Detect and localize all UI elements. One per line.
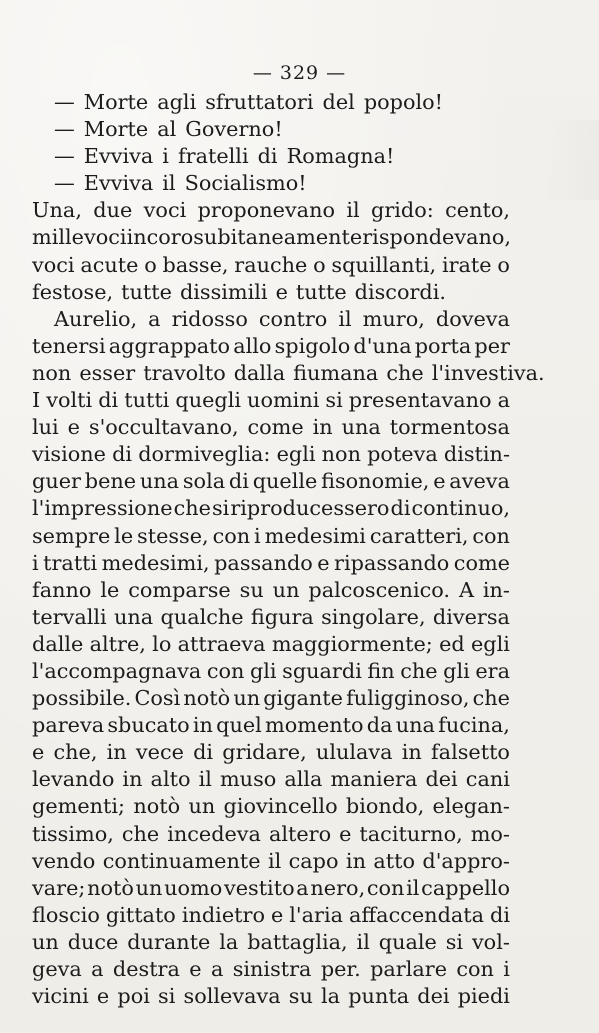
page-number: — 329 — — [252, 62, 347, 84]
word: indietro — [181, 902, 265, 927]
word: poi — [117, 984, 150, 1009]
word: si — [325, 388, 343, 413]
word: le — [114, 523, 134, 548]
word: muso — [219, 767, 277, 792]
word: — — [54, 171, 75, 196]
word: fin — [367, 658, 395, 683]
text-line — [32, 143, 510, 170]
word: con — [366, 875, 405, 900]
text-line — [32, 116, 510, 143]
word: tutte — [121, 279, 172, 304]
word: porta — [414, 333, 472, 358]
word: che — [400, 658, 438, 683]
word: rauche — [234, 252, 308, 277]
word: sfruttatori — [205, 90, 314, 114]
text-line — [32, 89, 510, 116]
word: un — [188, 794, 216, 819]
word: si — [445, 929, 464, 954]
word: volti — [46, 388, 93, 413]
word: mo- — [470, 821, 510, 846]
word: destra — [112, 957, 180, 981]
word: gli — [249, 658, 277, 683]
word: voci — [143, 198, 187, 223]
text-line — [32, 252, 510, 279]
word: comparse — [128, 577, 231, 602]
word: durante — [127, 929, 211, 954]
word: la — [321, 984, 341, 1009]
word: Evviva — [83, 171, 154, 196]
word: momento — [265, 713, 364, 738]
word: a — [91, 957, 104, 981]
word: vicini — [32, 984, 89, 1009]
word: d'appro- — [422, 848, 510, 873]
word: in — [106, 740, 127, 765]
word: biondo, — [345, 794, 425, 819]
word: di — [98, 388, 119, 413]
word: l'accompagnava — [32, 658, 202, 683]
word: notò — [183, 686, 231, 711]
word: aveva — [449, 469, 510, 494]
word: duce — [67, 929, 119, 954]
word: tenersi — [32, 333, 106, 358]
word: il — [338, 306, 352, 331]
text-line — [32, 333, 510, 360]
word: squillanti, — [331, 252, 437, 277]
word: dei — [425, 767, 458, 792]
word: alto — [150, 767, 191, 792]
word: levando — [32, 767, 115, 792]
word: Governo! — [185, 117, 283, 142]
word: che — [121, 821, 160, 846]
word: doveva — [435, 306, 510, 331]
word: dalla — [233, 360, 286, 385]
word: incedeva — [167, 821, 261, 846]
word: Una, — [32, 198, 82, 223]
word: irate — [441, 252, 492, 277]
word: maggiormente; — [271, 631, 433, 656]
word: tormentosa — [389, 415, 510, 440]
word: cento, — [445, 198, 510, 223]
word: diversa — [432, 604, 510, 629]
word: taciturno, — [359, 821, 463, 846]
word: giovincello — [223, 794, 338, 819]
word: il — [406, 875, 420, 900]
word: da — [366, 713, 393, 738]
word: figura — [250, 604, 314, 629]
word: le — [100, 577, 120, 602]
word: al — [157, 117, 177, 142]
word: s'occultavano, — [88, 415, 239, 440]
word: ripassando — [334, 550, 450, 575]
text-line — [32, 739, 510, 766]
word: e — [275, 279, 288, 304]
word: in — [312, 415, 333, 440]
word: presentavano — [348, 388, 492, 413]
word: medesimi, — [101, 550, 210, 575]
word: su — [239, 577, 264, 602]
word: e — [317, 550, 330, 575]
word: Socialismo! — [184, 171, 307, 196]
word: il — [346, 198, 360, 223]
word: del — [322, 90, 355, 114]
word: qualche — [160, 604, 244, 629]
word: egli — [470, 631, 510, 656]
text-line — [32, 495, 510, 522]
word: — — [54, 144, 75, 169]
word: stesse, — [137, 523, 209, 548]
word: di — [490, 902, 510, 927]
word: basse, — [162, 252, 229, 277]
word: in — [345, 848, 366, 873]
word: continuo, — [411, 496, 510, 521]
word: i — [162, 144, 169, 169]
word: che — [386, 360, 424, 385]
word: che, — [53, 740, 98, 765]
text-line — [32, 279, 510, 306]
word: cappello — [421, 875, 510, 900]
word: Morte — [83, 117, 149, 142]
word: tutti — [124, 388, 170, 413]
word: voci — [32, 252, 75, 277]
word: fuligginoso, — [346, 686, 470, 711]
word: sguardi — [282, 658, 362, 683]
word: palcoscenico. — [308, 577, 451, 602]
word: subitaneamente — [193, 225, 363, 250]
word: popolo! — [363, 90, 444, 114]
word: capo — [288, 848, 339, 873]
word: e — [32, 740, 45, 765]
word: sinistra — [232, 957, 312, 981]
word: gittato — [105, 902, 176, 927]
word: in — [401, 740, 422, 765]
word: due — [93, 198, 133, 223]
word: aggrappato — [108, 333, 231, 358]
body-text — [32, 89, 545, 1010]
word: dalle — [32, 631, 84, 656]
word: ed — [439, 631, 465, 656]
text-line — [32, 441, 510, 468]
word: egli — [276, 442, 316, 467]
word: lui — [32, 415, 59, 440]
word: muro, — [362, 306, 425, 331]
word: ululava — [315, 740, 393, 765]
word: pareva — [32, 713, 105, 738]
word: quale — [378, 929, 437, 954]
word: spigolo — [274, 333, 351, 358]
text-line — [32, 848, 510, 875]
word: e — [270, 902, 284, 927]
word: contro — [258, 306, 328, 331]
word: in — [122, 767, 143, 792]
word: il — [267, 848, 282, 873]
word: grido: — [371, 198, 434, 223]
text-line — [32, 306, 510, 333]
word: sbucato — [107, 713, 190, 738]
word: notò — [133, 794, 181, 819]
word: l'impressione — [32, 496, 173, 521]
text-line — [32, 197, 510, 224]
word: mille — [32, 225, 84, 250]
word: A — [458, 577, 474, 602]
page-edge-shadow — [539, 120, 599, 200]
word: su — [288, 984, 313, 1009]
word: poteva — [367, 442, 438, 467]
word: un — [32, 929, 59, 954]
word: gigante — [263, 686, 343, 711]
word: travolto — [143, 360, 226, 385]
word: di — [390, 496, 411, 521]
word: gementi; — [32, 794, 126, 819]
word: a — [148, 306, 161, 331]
text-line — [32, 766, 510, 793]
word: o — [313, 252, 326, 277]
word: o — [497, 252, 510, 277]
word: con — [212, 523, 251, 548]
word: un — [233, 686, 261, 711]
word: falsetto — [430, 740, 510, 765]
word: agli — [157, 90, 197, 114]
word: la — [219, 929, 239, 954]
word: atto — [373, 848, 415, 873]
word: quegli — [175, 388, 242, 413]
word: nero, — [310, 875, 366, 900]
word: Così — [134, 686, 181, 711]
word: fucina, — [438, 713, 510, 738]
word: sollevava — [183, 984, 281, 1009]
word: floscio — [32, 902, 100, 927]
word: di — [257, 144, 278, 169]
word: geva — [32, 957, 82, 981]
word: come — [453, 550, 510, 575]
word: che — [173, 496, 211, 521]
text-line — [32, 414, 510, 441]
word: rispondevano, — [362, 225, 512, 250]
text-line — [32, 550, 510, 577]
word: vare; — [32, 875, 86, 900]
text-line — [32, 360, 545, 387]
word: notò — [87, 875, 134, 900]
word: continuamente — [102, 848, 261, 873]
text-line — [32, 170, 510, 197]
word: gli — [443, 658, 470, 683]
text-line — [32, 929, 510, 956]
text-line — [32, 983, 510, 1010]
text-line — [32, 658, 510, 685]
text-line — [32, 821, 510, 848]
word: allo — [233, 333, 272, 358]
text-line — [32, 793, 510, 820]
word: a — [296, 875, 309, 900]
text-line — [32, 712, 510, 739]
word: discordi. — [354, 279, 446, 304]
word: una — [341, 415, 381, 440]
word: tutte — [295, 279, 347, 304]
word: tissimo, — [32, 821, 114, 846]
word: esser — [79, 360, 136, 385]
text-line — [32, 577, 510, 604]
word: i — [32, 550, 39, 575]
word: punta — [348, 984, 410, 1009]
word: in — [192, 713, 213, 738]
word: fratelli — [177, 144, 249, 169]
word: e — [67, 415, 80, 440]
word: riproducessero — [230, 496, 390, 521]
word: i — [503, 957, 510, 981]
word: un — [135, 875, 163, 900]
word: maniera — [330, 767, 418, 792]
word: vece — [135, 740, 184, 765]
word: elegan- — [432, 794, 510, 819]
word: l'investiva. — [431, 360, 545, 385]
word: non — [321, 442, 361, 467]
word: sempre — [32, 523, 111, 548]
word: di — [112, 442, 133, 467]
text-line — [32, 631, 510, 658]
word: con — [206, 658, 245, 683]
text-line — [32, 468, 510, 495]
word: a — [210, 957, 224, 981]
word: tervalli — [32, 604, 107, 629]
word: cani — [465, 767, 510, 792]
word: e — [96, 984, 110, 1009]
word: fanno — [32, 577, 92, 602]
word: altre, — [89, 631, 146, 656]
word: vendo — [32, 848, 96, 873]
word: battaglia, — [247, 929, 348, 954]
text-line — [32, 387, 510, 414]
word: o — [144, 252, 157, 277]
word: fisonomie, — [321, 469, 430, 494]
word: parlare — [370, 957, 448, 981]
word: — — [54, 117, 75, 142]
word: con — [472, 523, 510, 548]
word: affaccendata — [349, 902, 485, 927]
word: di — [193, 740, 214, 765]
word: e — [433, 469, 446, 494]
word: medesimi — [264, 523, 366, 548]
word: alla — [284, 767, 323, 792]
text-line — [32, 902, 510, 929]
text-line — [32, 224, 510, 251]
word: l'aria — [289, 902, 344, 927]
word: tratti — [43, 550, 98, 575]
word: vol- — [471, 929, 510, 954]
word: con — [456, 957, 494, 981]
word: lo — [152, 631, 172, 656]
word: una — [395, 713, 435, 738]
word: proponevano — [197, 198, 335, 223]
text-line — [32, 523, 510, 550]
word: che — [472, 686, 510, 711]
word: uomo — [164, 875, 223, 900]
text-line — [32, 956, 510, 983]
word: quel — [216, 713, 262, 738]
word: — — [54, 90, 75, 114]
word: come — [247, 415, 304, 440]
word: di — [228, 469, 249, 494]
word: festose, — [32, 279, 114, 304]
word: d'una — [353, 333, 412, 358]
word: per. — [320, 957, 361, 981]
word: ridosso — [171, 306, 248, 331]
word: in — [126, 225, 147, 250]
word: voci — [83, 225, 127, 250]
word: Romagna! — [286, 144, 395, 169]
word: acute — [80, 252, 139, 277]
word: il — [162, 171, 176, 196]
word: passando — [214, 550, 313, 575]
word: in- — [482, 577, 510, 602]
word: vestito — [223, 875, 295, 900]
word: si — [211, 496, 230, 521]
word: uomini — [247, 388, 320, 413]
word: e — [189, 957, 202, 981]
word: dei — [417, 984, 450, 1009]
word: dissimili — [179, 279, 268, 304]
word: bene — [84, 469, 137, 494]
word: un — [272, 577, 300, 602]
word: fiumana — [293, 360, 379, 385]
word: dormiveglia: — [138, 442, 271, 467]
word: caratteri, — [369, 523, 469, 548]
word: piedi — [457, 984, 510, 1009]
word: altero — [268, 821, 332, 846]
word: singolare, — [321, 604, 426, 629]
word: Aurelio, — [54, 306, 138, 331]
word: Morte — [83, 90, 149, 114]
word: non — [32, 360, 72, 385]
word: attraeva — [177, 631, 266, 656]
word: coro — [146, 225, 194, 250]
word: e — [339, 821, 352, 846]
word: il — [198, 767, 212, 792]
word: una — [139, 469, 180, 494]
word: distin- — [443, 442, 510, 467]
word: era — [475, 658, 510, 683]
word: per — [474, 333, 510, 358]
word: Evviva — [83, 144, 154, 169]
word: I — [32, 388, 41, 413]
word: guer — [32, 469, 81, 494]
word: sola — [182, 469, 226, 494]
word: visione — [32, 442, 106, 467]
word: il — [356, 929, 370, 954]
word: quelle — [252, 469, 318, 494]
word: possibile. — [32, 686, 132, 711]
word: gridare, — [222, 740, 307, 765]
word: i — [254, 523, 261, 548]
text-line — [32, 604, 510, 631]
text-line — [32, 875, 510, 902]
text-line — [32, 685, 510, 712]
word: a — [497, 388, 510, 413]
word: una — [114, 604, 154, 629]
word: si — [158, 984, 176, 1009]
